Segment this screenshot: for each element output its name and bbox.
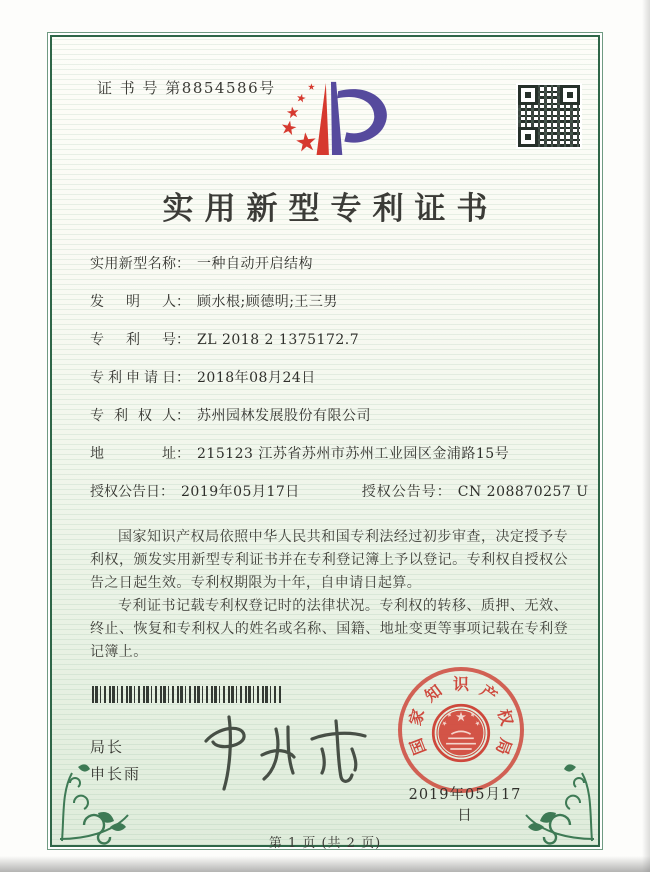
legal-paragraph-1: 国家知识产权局依照中华人民共和国专利法经过初步审查，决定授予专利权，颁发实用新型专利证书并在专利登记簿上予以登记。专利权自授权公告之日起生效。专利权期限为十年，自申请日起算。 <box>90 529 568 591</box>
legal-paragraph-2: 专利证书记载专利权登记时的法律状况。专利权的转移、质押、无效、终止、恢复和专利权人的姓名或名称、国籍、地址变更等事项记载在专利登记簿上。 <box>90 598 568 660</box>
field-grant-number: 授权公告号 ： CN 208870257 U <box>361 484 589 500</box>
cnipa-logo-icon <box>262 70 402 174</box>
corner-flourish-icon <box>508 753 600 845</box>
qr-finder-top-left <box>518 85 538 105</box>
national-emblem-icon <box>429 701 493 769</box>
field-list <box>90 253 589 519</box>
legal-text <box>90 526 568 664</box>
certificate-title: 实用新型专利证书 <box>162 191 499 227</box>
corner-flourish-icon <box>54 753 146 845</box>
director-title: 局长 <box>90 738 125 756</box>
official-seal: 国 家 知 识 产 权 局 <box>398 667 524 793</box>
qr-finder-top-right <box>560 85 580 105</box>
scan-shadow-right <box>642 0 650 872</box>
field-inventors: 发明人 ： 顾水根;顾德明;王三男 <box>90 294 338 310</box>
page-number: 第 1 页 (共 2 页) <box>268 836 382 851</box>
field-utility-model-name: 实用新型名称 ： 一种自动开启结构 <box>90 256 313 272</box>
field-filing-date: 专利申请日 ： 2018年08月24日 <box>90 370 316 386</box>
scan-shadow <box>0 856 650 872</box>
field-grant-date-and-number: 授权公告日 ： 2019年05月17日 授权公告号 ： CN 208870257 U <box>90 481 580 504</box>
field-patent-number: 专利号 ： ZL 2018 2 1375172.7 <box>90 332 360 348</box>
director-signature-icon <box>184 709 384 799</box>
qr-finder-bottom-left <box>518 127 538 147</box>
qr-code-icon <box>516 83 582 149</box>
field-address: 地址 ： 215123 江苏省苏州市苏州工业园区金浦路15号 <box>90 446 510 462</box>
certificate-frame <box>47 32 603 850</box>
barcode-icon <box>92 686 282 703</box>
field-patentee: 专利权人 ： 苏州园林发展股份有限公司 <box>90 408 371 424</box>
seal-date: 2019年05月17日 <box>408 787 522 824</box>
certificate-body <box>50 35 600 851</box>
certificate-number: 证 书 号 第8854586号 <box>97 79 276 97</box>
director-name: 申长雨 <box>90 765 142 783</box>
